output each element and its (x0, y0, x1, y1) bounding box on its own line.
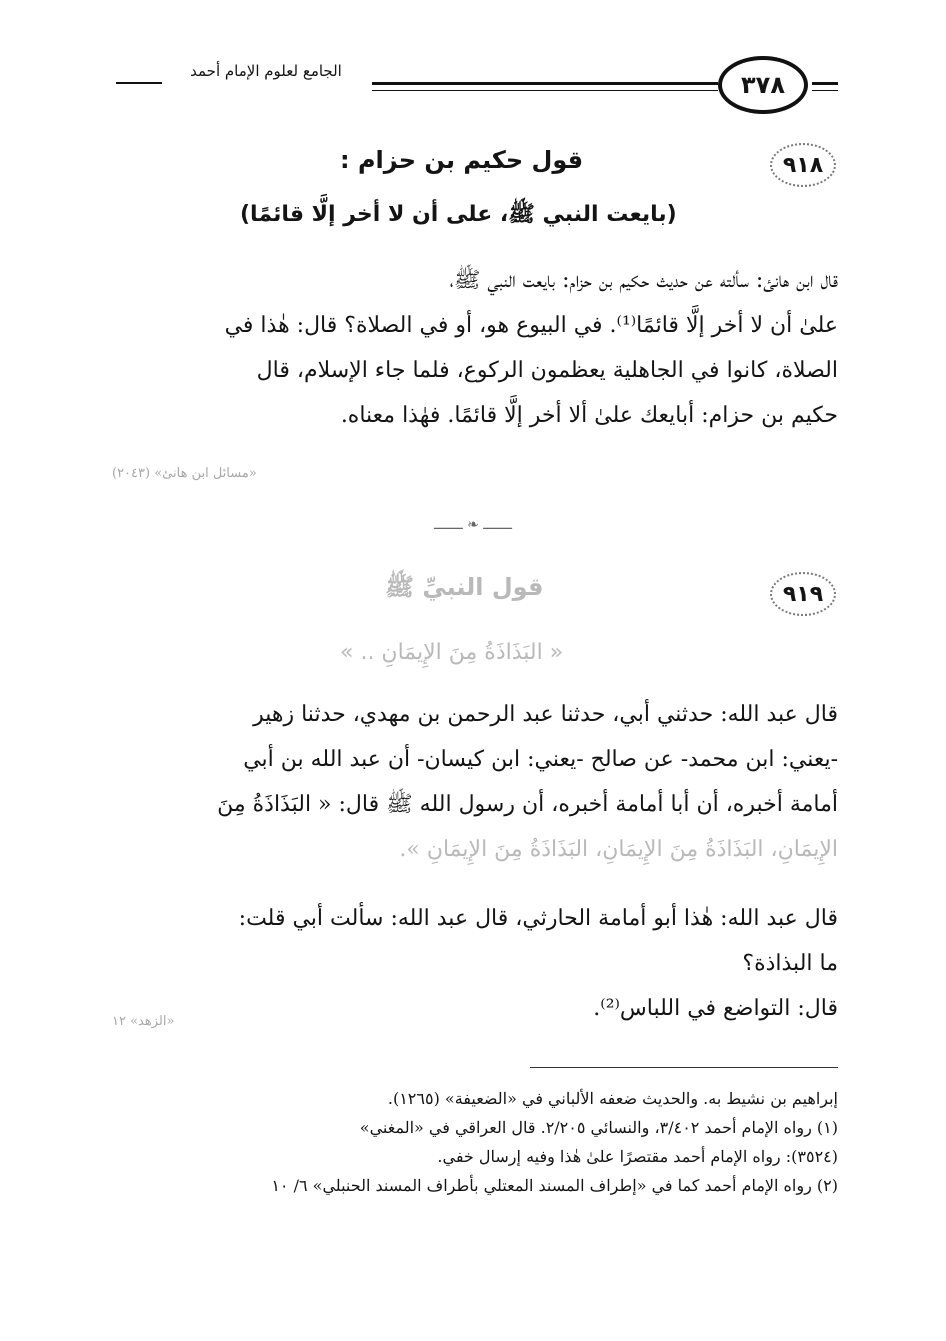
entry-subtitle: (بايعت النبي ﷺ، على أن لا أخر إلَّا قائمًا) (240, 202, 677, 227)
page-number: ٣٧٨ (718, 56, 808, 114)
entry-paragraph (110, 258, 838, 438)
section-divider-ornament: ـــــــ ❧ ـــــــ (433, 517, 513, 533)
entry-number-badge: ٩١٨ (770, 143, 836, 187)
text-line: علىٰ أن لا أخر إلَّا قائمًا⁽¹⁾. في البيوع هو، أو في الصلاة؟ قال: هٰذا في (224, 313, 838, 338)
header-rule-right (812, 82, 838, 85)
footnotes (110, 1084, 838, 1200)
footnote-separator (530, 1067, 838, 1068)
text-line: قال عبد الله: هٰذا أبو أمامة الحارثي، قال عبد الله: سألت أبي قلت: (238, 906, 838, 931)
text-line: الصلاة، كانوا في الجاهلية يعظمون الركوع، فلما جاء الإسلام، قال (256, 358, 838, 383)
text-line: -يعني: ابن محمد- عن صالح -يعني: ابن كيسان- أن عبد الله بن أبي (243, 747, 838, 772)
entry-subtitle: « البَذَاذَةُ مِنَ الإِيمَانِ .. » (340, 640, 564, 665)
text-line: قال: التواضع في اللباس⁽²⁾. (593, 996, 838, 1021)
text-line: حكيم بن حزام: أبايعك علىٰ ألا أخر إلَّا قائمًا. فهٰذا معناه. (340, 403, 838, 428)
text-line: قال عبد الله: حدثني أبي، حدثنا عبد الرحمن بن مهدي، حدثنا زهير (253, 702, 838, 727)
entry-title: قول النبيِّ ﷺ (385, 573, 544, 601)
entry-number-badge: ٩١٩ (770, 572, 836, 616)
source-citation: «مسائل ابن هانئ» (٢٠٤٣) (112, 466, 257, 481)
entry-paragraph (110, 896, 838, 1031)
text-line: أمامة أخبره، أن أبا أمامة أخبره، أن رسول الله ﷺ قال: « البَذَاذَةُ مِنَ (217, 792, 838, 817)
text-line: الإِيمَانِ، البَذَاذَةُ مِنَ الإِيمَانِ، البَذَاذَةُ مِنَ الإِيمَانِ ». (399, 837, 838, 862)
header-rule-left (116, 82, 162, 84)
source-citation: «الزهد» ١٢ (112, 1014, 175, 1029)
footnote-line: (١) رواه الإمام أحمد ٣/٤٠٢، والنسائي ٢/٢٠٥. قال العراقي في «المغني» (359, 1118, 838, 1137)
text-line: قال ابن هانئ: سألته عن حديث حكيم بن حزام: بايعت النبي ﷺ، (449, 268, 838, 293)
entry-title: قول حكيم بن حزام : (340, 146, 584, 174)
header-rule-middle (372, 82, 718, 85)
entry-paragraph (110, 692, 838, 872)
footnote-line: (٢) رواه الإمام أحمد كما في «إطراف المسند المعتلي بأطراف المسند الحنبلي» ٦/ ١٠ (271, 1176, 838, 1195)
footnote-line: (٣٥٢٤): رواه الإمام أحمد مقتصرًا علىٰ هٰذا وفيه إرسال خفي. (437, 1147, 838, 1166)
text-line: ما البذاذة؟ (742, 951, 838, 976)
running-title: الجامع لعلوم الإمام أحمد (190, 62, 342, 80)
footnote-line: إبراهيم بن نشيط به. والحديث ضعفه الألباني في «الضعيفة» (١٢٦٥). (387, 1089, 838, 1108)
